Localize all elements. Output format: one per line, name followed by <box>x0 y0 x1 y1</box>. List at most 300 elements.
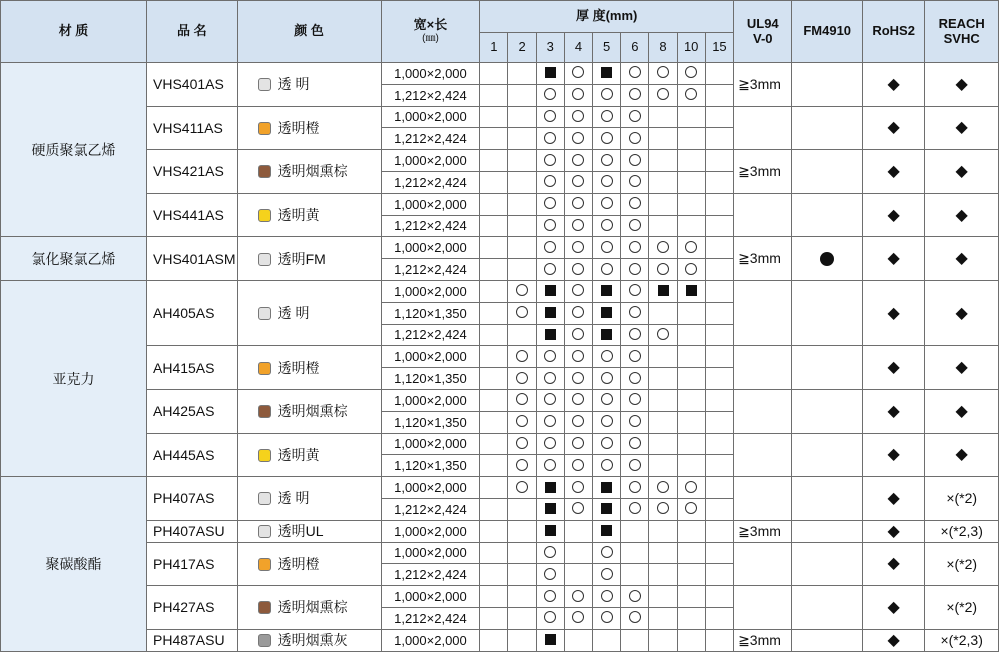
thickness-cell <box>649 629 677 651</box>
thickness-cell <box>564 542 592 564</box>
thickness-cell <box>621 193 649 215</box>
circle-icon <box>601 241 613 253</box>
circle-icon <box>629 219 641 231</box>
thickness-cell <box>480 498 508 520</box>
thickness-cell <box>564 193 592 215</box>
fm4910-cell <box>792 106 862 150</box>
rohs2-cell <box>862 542 924 586</box>
diamond-icon: ◆ <box>887 446 900 464</box>
diamond-icon: ◆ <box>955 119 968 137</box>
thickness-cell <box>593 368 621 390</box>
circle-icon <box>572 415 584 427</box>
thickness-cell <box>536 84 564 106</box>
thickness-cell <box>649 84 677 106</box>
diamond-icon: ◆ <box>887 598 900 616</box>
thickness-cell <box>649 215 677 237</box>
thickness-cell <box>536 607 564 629</box>
size-cell: 1,000×2,000 <box>381 586 480 608</box>
thickness-cell <box>508 63 536 85</box>
color-label: 透 明 <box>277 76 310 93</box>
size-cell: 1,000×2,000 <box>381 629 480 651</box>
thickness-cell <box>508 477 536 499</box>
thickness-cell <box>677 302 705 324</box>
thickness-cell <box>705 346 733 368</box>
thickness-col-15: 15 <box>705 33 733 63</box>
rohs2-cell <box>862 629 924 651</box>
thickness-cell <box>536 477 564 499</box>
thickness-cell <box>508 150 536 172</box>
thickness-cell <box>564 477 592 499</box>
size-cell: 1,212×2,424 <box>381 498 480 520</box>
filled-square-icon <box>545 329 556 340</box>
thickness-cell <box>677 106 705 128</box>
color-label: 透明橙 <box>277 555 320 572</box>
thickness-cell <box>508 171 536 193</box>
circle-icon <box>685 88 697 100</box>
circle-icon <box>572 350 584 362</box>
thickness-cell <box>564 128 592 150</box>
thickness-cell <box>536 237 564 259</box>
filled-square-icon <box>545 482 556 493</box>
circle-icon <box>629 154 641 166</box>
size-cell: 1,212×2,424 <box>381 564 480 586</box>
thickness-cell <box>621 259 649 281</box>
thickness-cell <box>536 193 564 215</box>
color-cell <box>237 389 381 433</box>
color-swatch-icon <box>258 122 271 135</box>
reach-cell <box>925 63 999 107</box>
color-label: 透明UL <box>277 523 324 540</box>
filled-square-icon <box>658 285 669 296</box>
thickness-cell <box>536 586 564 608</box>
ul94-cell <box>734 477 792 521</box>
thickness-cell <box>593 498 621 520</box>
circle-icon <box>544 175 556 187</box>
thickness-col-5: 5 <box>593 33 621 63</box>
thickness-col-3: 3 <box>536 33 564 63</box>
circle-icon <box>685 241 697 253</box>
color-label: 透明橙 <box>277 119 320 136</box>
filled-square-icon <box>601 67 612 78</box>
reach-cell <box>925 237 999 281</box>
table-header <box>1 1 999 63</box>
thickness-cell <box>677 171 705 193</box>
reach-cell <box>925 193 999 237</box>
circle-icon <box>544 393 556 405</box>
product-name: PH417AS <box>147 542 238 586</box>
thickness-cell <box>677 477 705 499</box>
thickness-cell <box>536 520 564 542</box>
thickness-cell <box>649 237 677 259</box>
fm4910-cell <box>792 237 862 281</box>
thickness-cell <box>621 498 649 520</box>
thickness-cell <box>705 433 733 455</box>
thickness-cell <box>621 477 649 499</box>
fm4910-cell <box>792 346 862 390</box>
material-cell: 聚碳酸酯 <box>1 477 147 651</box>
rohs2-cell <box>862 237 924 281</box>
header-ul94-sub: V-0 <box>753 30 773 46</box>
color-swatch-icon <box>258 634 271 647</box>
thickness-cell <box>480 455 508 477</box>
thickness-cell <box>621 106 649 128</box>
thickness-cell <box>649 477 677 499</box>
thickness-cell <box>677 586 705 608</box>
thickness-cell <box>649 498 677 520</box>
header-product: 品 名 <box>147 1 238 63</box>
thickness-cell <box>593 259 621 281</box>
ul94-cell <box>734 586 792 630</box>
table-row <box>1 346 999 368</box>
table-row <box>1 150 999 172</box>
circle-icon <box>544 590 556 602</box>
diamond-icon: ◆ <box>887 119 900 137</box>
thickness-cell <box>564 237 592 259</box>
thickness-cell <box>649 368 677 390</box>
circle-icon <box>516 284 528 296</box>
thickness-cell <box>621 171 649 193</box>
thickness-cell <box>564 150 592 172</box>
color-cell <box>237 346 381 390</box>
thickness-cell <box>508 586 536 608</box>
color-label: 透明烟熏棕 <box>277 403 348 420</box>
circle-icon <box>544 350 556 362</box>
circle-icon <box>572 590 584 602</box>
reach-cell <box>925 346 999 390</box>
circle-icon <box>572 502 584 514</box>
circle-icon <box>629 263 641 275</box>
thickness-cell <box>649 346 677 368</box>
thickness-cell <box>677 128 705 150</box>
table-row <box>1 63 999 85</box>
thickness-cell <box>677 215 705 237</box>
fm4910-cell <box>792 63 862 107</box>
thickness-cell <box>649 586 677 608</box>
thickness-cell <box>621 302 649 324</box>
thickness-cell <box>705 389 733 411</box>
thickness-cell <box>480 215 508 237</box>
reach-cell <box>925 106 999 150</box>
thickness-cell <box>677 542 705 564</box>
thickness-cell <box>508 106 536 128</box>
circle-icon <box>629 88 641 100</box>
circle-icon <box>572 219 584 231</box>
thickness-cell <box>508 215 536 237</box>
rohs2-cell <box>862 520 924 542</box>
thickness-cell <box>480 368 508 390</box>
ul94-cell <box>734 193 792 237</box>
rohs2-cell <box>862 280 924 345</box>
reach-cell <box>925 280 999 345</box>
circle-icon <box>685 66 697 78</box>
thickness-cell <box>705 411 733 433</box>
thickness-cell <box>536 455 564 477</box>
thickness-cell <box>480 629 508 651</box>
thickness-cell <box>677 368 705 390</box>
circle-icon <box>572 66 584 78</box>
rohs2-cell <box>862 106 924 150</box>
thickness-cell <box>564 84 592 106</box>
color-cell <box>237 106 381 150</box>
thickness-cell <box>564 629 592 651</box>
diamond-icon: ◆ <box>887 489 900 507</box>
diamond-icon: ◆ <box>955 250 968 268</box>
thickness-cell <box>536 171 564 193</box>
thickness-cell <box>593 280 621 302</box>
thickness-cell <box>536 368 564 390</box>
thickness-cell <box>508 368 536 390</box>
diamond-icon: ◆ <box>887 206 900 224</box>
thickness-cell <box>593 171 621 193</box>
size-cell: 1,212×2,424 <box>381 128 480 150</box>
thickness-cell <box>621 564 649 586</box>
circle-icon <box>629 372 641 384</box>
rohs2-cell <box>862 586 924 630</box>
thickness-cell <box>480 477 508 499</box>
thickness-cell <box>677 520 705 542</box>
ul94-cell <box>734 106 792 150</box>
thickness-cell <box>705 324 733 346</box>
thickness-cell <box>480 389 508 411</box>
circle-icon <box>572 175 584 187</box>
thickness-cell <box>649 607 677 629</box>
circle-icon <box>629 284 641 296</box>
thickness-cell <box>593 128 621 150</box>
circle-icon <box>629 328 641 340</box>
color-label: 透明橙 <box>277 359 320 376</box>
thickness-cell <box>677 324 705 346</box>
reach-cell <box>925 433 999 477</box>
circle-icon <box>601 611 613 623</box>
color-swatch-icon <box>258 405 271 418</box>
thickness-cell <box>677 389 705 411</box>
size-cell: 1,212×2,424 <box>381 324 480 346</box>
circle-icon <box>685 502 697 514</box>
thickness-col-10: 10 <box>677 33 705 63</box>
circle-icon <box>685 481 697 493</box>
thickness-cell <box>536 542 564 564</box>
filled-square-icon <box>601 329 612 340</box>
diamond-icon: ◆ <box>887 522 900 540</box>
circle-icon <box>629 241 641 253</box>
thickness-cell <box>593 346 621 368</box>
circle-icon <box>516 372 528 384</box>
thickness-cell <box>649 280 677 302</box>
thickness-cell <box>564 389 592 411</box>
thickness-cell <box>705 564 733 586</box>
size-cell: 1,212×2,424 <box>381 607 480 629</box>
circle-icon <box>516 437 528 449</box>
diamond-icon: ◆ <box>955 402 968 420</box>
thickness-cell <box>480 193 508 215</box>
product-name: VHS411AS <box>147 106 238 150</box>
filled-square-icon <box>545 307 556 318</box>
circle-icon <box>572 88 584 100</box>
diamond-icon: ◆ <box>955 162 968 180</box>
thickness-cell <box>677 455 705 477</box>
thickness-cell <box>508 128 536 150</box>
color-label: 透明烟熏棕 <box>277 599 348 616</box>
fm4910-cell <box>792 193 862 237</box>
circle-icon <box>572 132 584 144</box>
thickness-cell <box>480 63 508 85</box>
size-cell: 1,000×2,000 <box>381 520 480 542</box>
thickness-cell <box>705 150 733 172</box>
circle-icon <box>572 481 584 493</box>
circle-icon <box>629 175 641 187</box>
ul94-cell <box>734 433 792 477</box>
ul94-cell <box>734 542 792 586</box>
circle-icon <box>629 611 641 623</box>
thickness-cell <box>564 106 592 128</box>
thickness-cell <box>480 586 508 608</box>
product-name: PH427AS <box>147 586 238 630</box>
product-name: PH407AS <box>147 477 238 521</box>
thickness-cell <box>536 150 564 172</box>
thickness-cell <box>649 324 677 346</box>
color-cell <box>237 63 381 107</box>
color-label: 透明黄 <box>277 207 320 224</box>
fm4910-cell <box>792 433 862 477</box>
color-cell <box>237 237 381 281</box>
thickness-cell <box>564 520 592 542</box>
header-size <box>381 1 480 63</box>
table-row <box>1 389 999 411</box>
thickness-cell <box>480 150 508 172</box>
circle-icon <box>572 328 584 340</box>
fm4910-cell <box>792 477 862 521</box>
thickness-cell <box>705 215 733 237</box>
thickness-cell <box>593 84 621 106</box>
thickness-cell <box>508 607 536 629</box>
thickness-cell <box>621 629 649 651</box>
diamond-icon: ◆ <box>955 304 968 322</box>
thickness-cell <box>564 259 592 281</box>
rohs2-cell <box>862 477 924 521</box>
thickness-cell <box>593 215 621 237</box>
circle-icon <box>572 611 584 623</box>
circle-icon <box>516 481 528 493</box>
thickness-cell <box>677 193 705 215</box>
thickness-cell <box>621 520 649 542</box>
rohs2-cell <box>862 433 924 477</box>
thickness-cell <box>621 607 649 629</box>
product-name: VHS401AS <box>147 63 238 107</box>
diamond-icon: ◆ <box>887 304 900 322</box>
thickness-cell <box>564 171 592 193</box>
reach-cell: ×(*2,3) <box>925 520 999 542</box>
filled-square-icon <box>686 285 697 296</box>
filled-square-icon <box>545 634 556 645</box>
product-name: PH407ASU <box>147 520 238 542</box>
product-name: AH425AS <box>147 389 238 433</box>
thickness-cell <box>705 368 733 390</box>
thickness-cell <box>536 215 564 237</box>
thickness-cell <box>705 542 733 564</box>
thickness-cell <box>621 324 649 346</box>
thickness-cell <box>508 237 536 259</box>
size-cell: 1,000×2,000 <box>381 193 480 215</box>
thickness-cell <box>705 302 733 324</box>
color-swatch-icon <box>258 362 271 375</box>
fm4910-cell <box>792 629 862 651</box>
header-reach-label: REACH <box>938 15 985 31</box>
thickness-cell <box>480 433 508 455</box>
thickness-cell <box>480 564 508 586</box>
color-swatch-icon <box>258 307 271 320</box>
thickness-cell <box>536 564 564 586</box>
thickness-cell <box>593 411 621 433</box>
reach-cell: ×(*2) <box>925 477 999 521</box>
thickness-cell <box>677 84 705 106</box>
thickness-cell <box>593 477 621 499</box>
thickness-cell <box>480 128 508 150</box>
circle-icon <box>601 568 613 580</box>
thickness-cell <box>508 433 536 455</box>
table-row <box>1 629 999 651</box>
thickness-cell <box>536 346 564 368</box>
size-cell: 1,120×1,350 <box>381 411 480 433</box>
thickness-cell <box>508 389 536 411</box>
thickness-cell <box>649 128 677 150</box>
circle-icon <box>516 306 528 318</box>
color-cell <box>237 629 381 651</box>
thickness-cell <box>508 259 536 281</box>
thickness-cell <box>705 193 733 215</box>
thickness-cell <box>564 498 592 520</box>
color-cell <box>237 520 381 542</box>
thickness-cell <box>621 586 649 608</box>
thickness-cell <box>536 324 564 346</box>
product-name: PH487ASU <box>147 629 238 651</box>
circle-icon <box>601 350 613 362</box>
thickness-cell <box>677 498 705 520</box>
color-swatch-icon <box>258 165 271 178</box>
thickness-cell <box>677 564 705 586</box>
circle-icon <box>544 546 556 558</box>
circle-icon <box>572 154 584 166</box>
circle-icon <box>544 88 556 100</box>
thickness-cell <box>564 433 592 455</box>
circle-icon <box>629 437 641 449</box>
circle-icon <box>544 132 556 144</box>
thickness-cell <box>649 389 677 411</box>
thickness-cell <box>593 324 621 346</box>
thickness-cell <box>508 346 536 368</box>
filled-square-icon <box>545 503 556 514</box>
thickness-cell <box>508 280 536 302</box>
header-fm4910: FM4910 <box>792 1 862 63</box>
size-cell: 1,000×2,000 <box>381 389 480 411</box>
thickness-cell <box>705 171 733 193</box>
thickness-cell <box>649 542 677 564</box>
size-cell: 1,000×2,000 <box>381 280 480 302</box>
header-material: 材 质 <box>1 1 147 63</box>
thickness-cell <box>480 520 508 542</box>
thickness-cell <box>593 63 621 85</box>
circle-icon <box>657 328 669 340</box>
header-reach-sub: SVHC <box>943 30 980 46</box>
table-row <box>1 520 999 542</box>
circle-icon <box>629 393 641 405</box>
size-cell: 1,000×2,000 <box>381 346 480 368</box>
thickness-cell <box>621 215 649 237</box>
thickness-cell <box>593 520 621 542</box>
ul94-cell: ≧3mm <box>734 629 792 651</box>
size-cell: 1,120×1,350 <box>381 455 480 477</box>
thickness-col-8: 8 <box>649 33 677 63</box>
size-cell: 1,212×2,424 <box>381 259 480 281</box>
